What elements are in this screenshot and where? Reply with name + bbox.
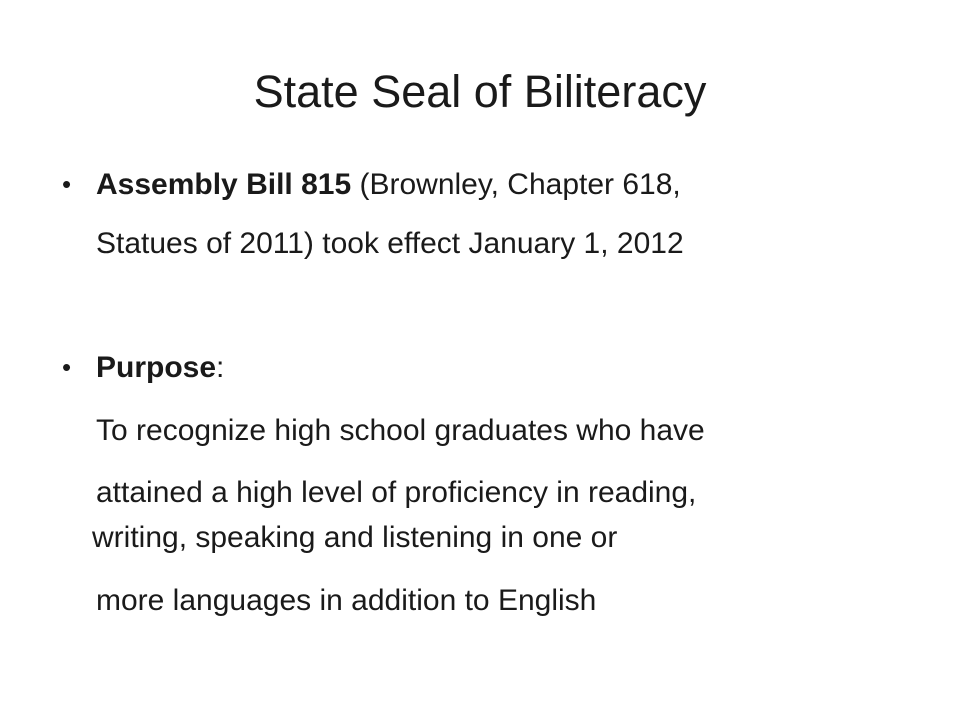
bullet-1-line-2: Statues of 2011) took effect January 1, 2012 [96, 227, 684, 260]
bullet-2-line-2: To recognize high school graduates who have [96, 414, 705, 447]
bullet-2-text: : [216, 351, 225, 384]
bullet-dot: • [62, 169, 72, 199]
bullet-1-line-1 [96, 167, 681, 203]
bullet-2-line-3: attained a high level of proficiency in reading, [96, 476, 697, 509]
bullet-1-bold-text: Assembly Bill 815 [96, 168, 352, 201]
bullet-1-text: (Brownley, Chapter 618, [351, 168, 681, 201]
bullet-2-line-5: more languages in addition to English [96, 584, 597, 617]
bullet-2-bold-text: Purpose [96, 351, 217, 384]
bullet-dot: • [62, 352, 72, 382]
bullet-2-line-1 [96, 350, 224, 386]
bullet-2-line-4: writing, speaking and listening in one or [92, 521, 618, 554]
slide-title: State Seal of Biliteracy [253, 66, 707, 117]
